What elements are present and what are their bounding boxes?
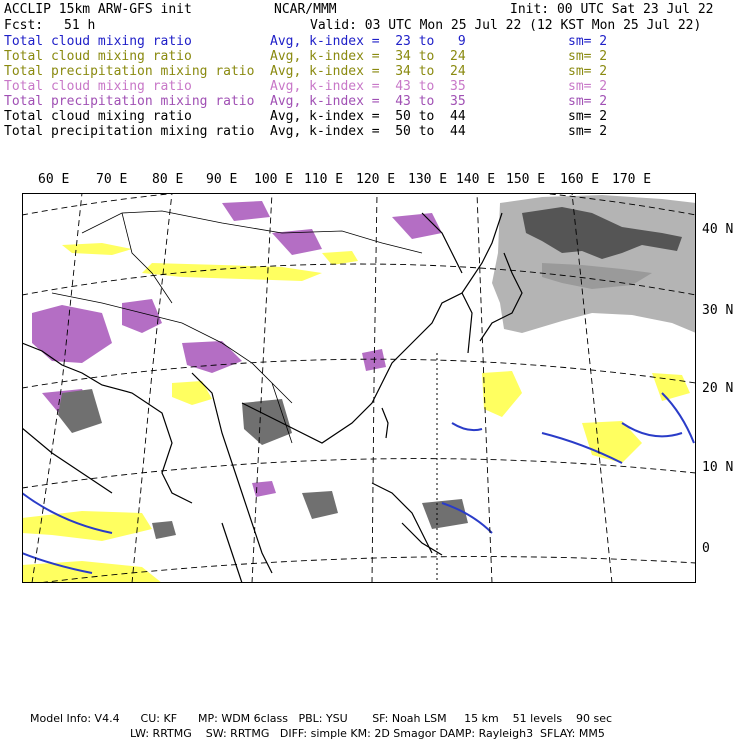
latitude-label: 0 bbox=[702, 541, 710, 556]
field-name: Total precipitation mixing ratio bbox=[4, 94, 255, 109]
field-k-index: Avg, k-index = 34 to 24 bbox=[270, 64, 466, 79]
field-k-index: Avg, k-index = 23 to 9 bbox=[270, 34, 466, 49]
field-name: Total precipitation mixing ratio bbox=[4, 64, 255, 79]
field-smoothing: sm= 2 bbox=[568, 34, 608, 49]
field-smoothing: sm= 2 bbox=[568, 94, 608, 109]
field-smoothing: sm= 2 bbox=[568, 49, 608, 64]
latitude-label: 40 N bbox=[702, 222, 734, 237]
field-name: Total cloud mixing ratio bbox=[4, 79, 192, 94]
field-row bbox=[4, 109, 736, 124]
field-smoothing: sm= 2 bbox=[568, 124, 608, 139]
field-name: Total cloud mixing ratio bbox=[4, 109, 192, 124]
field-row bbox=[4, 49, 736, 64]
forecast-hour: 51 h bbox=[64, 18, 96, 33]
longitude-label: 170 E bbox=[612, 172, 652, 187]
field-k-index: Avg, k-index = 34 to 24 bbox=[270, 49, 466, 64]
longitude-label: 70 E bbox=[96, 172, 128, 187]
field-smoothing: sm= 2 bbox=[568, 79, 608, 94]
physics-info-line: LW: RRTMG SW: RRTMG DIFF: simple KM: 2D Smagor DAMP: Rayleigh3 SFLAY: MM5 bbox=[130, 727, 605, 740]
latitude-label: 30 N bbox=[702, 303, 734, 318]
field-row bbox=[4, 64, 736, 79]
field-smoothing: sm= 2 bbox=[568, 109, 608, 124]
longitude-label: 100 E bbox=[254, 172, 294, 187]
field-k-index: Avg, k-index = 50 to 44 bbox=[270, 109, 466, 124]
high-cloud-mass bbox=[492, 195, 696, 333]
longitude-label: 130 E bbox=[408, 172, 448, 187]
field-smoothing: sm= 2 bbox=[568, 64, 608, 79]
longitude-label: 90 E bbox=[206, 172, 238, 187]
init-time: Init: 00 UTC Sat 23 Jul 22 bbox=[510, 2, 714, 17]
longitude-label: 110 E bbox=[304, 172, 344, 187]
valid-time: Valid: 03 UTC Mon 25 Jul 22 (12 KST Mon 25 Jul 22) bbox=[310, 18, 702, 33]
organization-label: NCAR/MMM bbox=[274, 2, 337, 17]
longitude-label: 120 E bbox=[356, 172, 396, 187]
longitude-label: 150 E bbox=[506, 172, 546, 187]
field-k-index: Avg, k-index = 43 to 35 bbox=[270, 79, 466, 94]
map-panel bbox=[22, 193, 696, 583]
field-k-index: Avg, k-index = 50 to 44 bbox=[270, 124, 466, 139]
field-name: Total cloud mixing ratio bbox=[4, 34, 192, 49]
field-row bbox=[4, 79, 736, 94]
longitude-label: 160 E bbox=[560, 172, 600, 187]
field-row bbox=[4, 34, 736, 49]
latitude-label: 10 N bbox=[702, 460, 734, 475]
model-title: ACCLIP 15km ARW-GFS init bbox=[4, 2, 192, 17]
field-name: Total precipitation mixing ratio bbox=[4, 124, 255, 139]
model-info-line: Model Info: V4.4 CU: KF MP: WDM 6class PBL: YSU SF: Noah LSM 15 km 51 levels 90 sec bbox=[30, 712, 613, 725]
field-k-index: Avg, k-index = 43 to 35 bbox=[270, 94, 466, 109]
field-row bbox=[4, 124, 736, 139]
forecast-label: Fcst: bbox=[4, 18, 44, 33]
field-name: Total cloud mixing ratio bbox=[4, 49, 192, 64]
longitude-label: 80 E bbox=[152, 172, 184, 187]
field-row bbox=[4, 94, 736, 109]
longitude-label: 60 E bbox=[38, 172, 70, 187]
longitude-label: 140 E bbox=[456, 172, 496, 187]
latitude-label: 20 N bbox=[702, 381, 734, 396]
